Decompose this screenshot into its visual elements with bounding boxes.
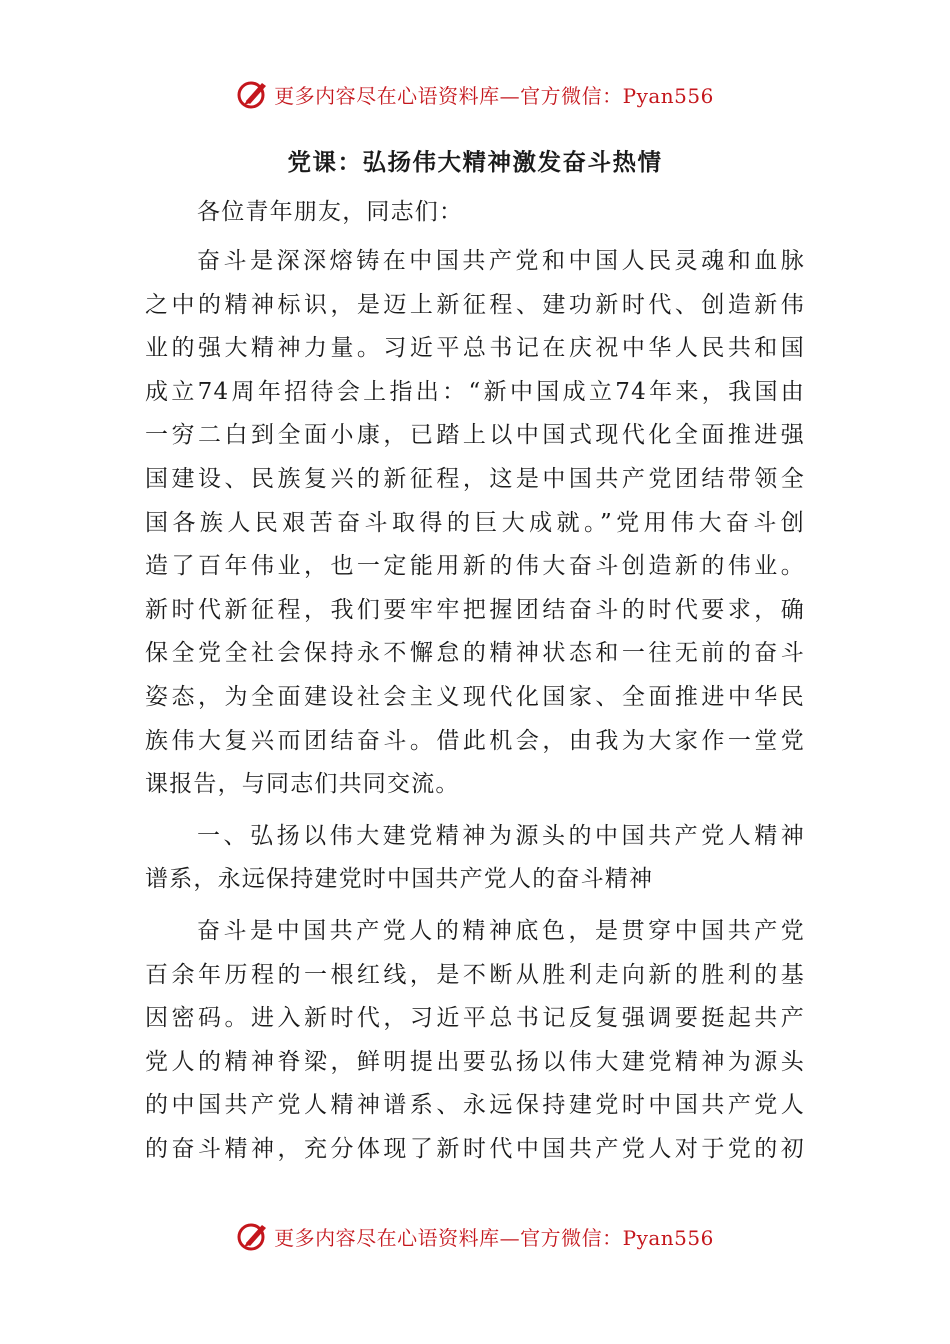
paragraph-line: 族伟大复兴而团结奋斗。借此机会，由我为大家作一堂党: [145, 727, 805, 754]
watermark-banner-top: [0, 72, 950, 116]
paragraph-line: 一、弘扬以伟大建党精神为源头的中国共产党人精神: [197, 822, 805, 849]
paragraph-line: 的奋斗精神，充分体现了新时代中国共产党人对于党的初: [145, 1135, 805, 1162]
paragraph: [145, 910, 805, 1172]
greeting: 各位青年朋友，同志们：: [197, 199, 464, 225]
paragraph-line: 姿态，为全面建设社会主义现代化国家、全面推进中华民: [145, 683, 805, 710]
paragraph-line: 造了百年伟业，也一定能用新的伟大奋斗创造新的伟业。: [145, 553, 805, 580]
paragraph-line: 因密码。进入新时代，习近平总书记反复强调要挺起共产: [145, 1005, 805, 1032]
paragraph-line: 新时代新征程，我们要牢牢把握团结奋斗的时代要求，确: [145, 596, 805, 623]
paragraph-list: [145, 240, 805, 1171]
paragraph-line: 业的强大精神力量。习近平总书记在庆祝中华人民共和国: [145, 335, 805, 362]
paragraph-line: 国各族人民艰苦奋斗取得的巨大成就。”党用伟大奋斗创: [145, 509, 805, 536]
pen-logo-icon: [236, 77, 270, 111]
document-title: 党课：弘扬伟大精神激发奋斗热情: [287, 148, 663, 176]
watermark-text: 更多内容尽在心语资料库—官方微信：Pyan556: [274, 83, 714, 108]
paragraph-line: 保全党全社会保持永不懈怠的精神状态和一往无前的奋斗: [145, 640, 805, 667]
paragraph: [145, 815, 805, 902]
paragraph-line: 谱系，永远保持建党时中国共产党人的奋斗精神: [145, 866, 654, 893]
paragraph-line: 的中国共产党人精神谱系、永远保持建党时中国共产党人: [145, 1092, 805, 1119]
pen-logo-icon: [236, 1219, 270, 1253]
paragraph-line: 成立74周年招待会上指出：“新中国成立74年来，我国由: [145, 378, 805, 405]
paragraph-line: 之中的精神标识，是迈上新征程、建功新时代、创造新伟: [145, 291, 805, 318]
paragraph: [145, 240, 805, 807]
paragraph-line: 国建设、民族复兴的新征程，这是中国共产党团结带领全: [145, 465, 805, 492]
paragraph-line: 奋斗是中国共产党人的精神底色，是贯穿中国共产党: [197, 917, 805, 944]
watermark-banner-bottom: [0, 1214, 950, 1258]
watermark-text: 更多内容尽在心语资料库—官方微信：Pyan556: [274, 1225, 714, 1250]
paragraph-line: 百余年历程的一根红线，是不断从胜利走向新的胜利的基: [145, 961, 805, 988]
document-body: [145, 140, 805, 1179]
paragraph-line: 党人的精神脊梁，鲜明提出要弘扬以伟大建党精神为源头: [145, 1048, 805, 1075]
paragraph-line: 奋斗是深深熔铸在中国共产党和中国人民灵魂和血脉: [197, 248, 805, 274]
paragraph-line: 一穷二白到全面小康，已踏上以中国式现代化全面推进强: [145, 422, 805, 449]
paragraph-line: 课报告，与同志们共同交流。: [145, 771, 460, 798]
